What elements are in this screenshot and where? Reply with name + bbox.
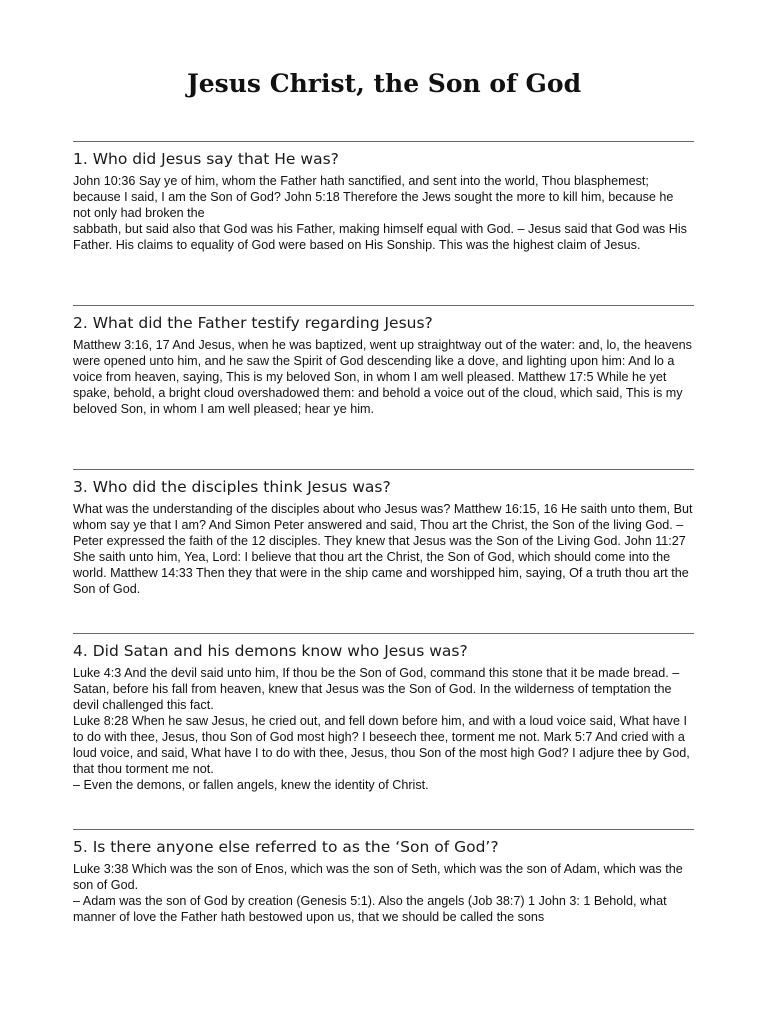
answer-paragraph: Matthew 3:16, 17 And Jesus, when he was baptized, went up straightway out of the water: and, lo, the heavens were opened unto him, and he saw the Spirit of God descending like a dove, and lighting upon him: And lo a voice from heaven, saying, This is my beloved Son, in whom I am well pleased. Matthew 17:5 While he yet spake, behold, a bright cloud overshadowed them: and behold a voice out of the cloud, which said, This is my beloved Son, in whom I am well pleased; hear ye him. — [73, 338, 692, 416]
question-heading: 2. What did the Father testify regarding Jesus? — [73, 314, 433, 332]
answer-paragraph: – Adam was the son of God by creation (Genesis 5:1). Also the angels (Job 38:7) 1 John 3: 1 Behold, what manner of love the Father hath bestowed upon us, that we should be called the sons — [73, 894, 667, 924]
question-section-4 — [73, 633, 694, 793]
answer-text — [73, 173, 694, 253]
answer-paragraph: What was the understanding of the disciples about who Jesus was? Matthew 16:15, 16 He saith unto them, But whom say ye that I am? And Simon Peter answered and said, Thou art the Christ, the Son of the living God. – Peter expressed the faith of the 12 disciples. They knew that Jesus was the Son of the Living God. John 11:27 She saith unto him, Yea, Lord: I believe that thou art the Christ, the Son of God, which should come into the world. Matthew 14:33 Then they that were in the ship came and worshipped him, saying, Of a truth thou art the Son of God. — [73, 502, 693, 596]
question-section-2 — [73, 305, 694, 417]
question-heading: 1. Who did Jesus say that He was? — [73, 150, 339, 168]
answer-paragraph: – Even the demons, or fallen angels, knew the identity of Christ. — [73, 778, 429, 792]
answer-paragraph: John 10:36 Say ye of him, whom the Father hath sanctified, and sent into the world, Thou blasphemest; because I said, I am the Son of God? John 5:18 Therefore the Jews sought the more to kill him, because he not only had broken the — [73, 174, 674, 220]
section-divider — [73, 141, 694, 142]
answer-text — [73, 501, 694, 597]
section-divider — [73, 633, 694, 634]
answer-text — [73, 665, 694, 793]
answer-text — [73, 861, 694, 925]
answer-paragraph: sabbath, but said also that God was his Father, making himself equal with God. – Jesus said that God was His Father. His claims to equality of God were based on His Sonship. This was the highest claim of Jesus. — [73, 222, 687, 252]
question-section-5 — [73, 829, 694, 925]
section-divider — [73, 469, 694, 470]
section-divider — [73, 305, 694, 306]
question-section-1 — [73, 141, 694, 253]
question-heading: 5. Is there anyone else referred to as the ‘Son of God’? — [73, 838, 499, 856]
answer-paragraph: Luke 8:28 When he saw Jesus, he cried out, and fell down before him, and with a loud voice said, What have I to do with thee, Jesus, thou Son of God most high? I beseech thee, torment me not. Mark 5:7 And cried with a loud voice, and said, What have I to do with thee, Jesus, thou Son of the most high God? I adjure thee by God, that thou torment me not. — [73, 714, 690, 776]
answer-paragraph: Luke 4:3 And the devil said unto him, If thou be the Son of God, command this stone that it be made bread. – Satan, before his fall from heaven, knew that Jesus was the Son of God. In the wilderness of temptation the devil challenged this fact. — [73, 666, 680, 712]
question-heading: 4. Did Satan and his demons know who Jesus was? — [73, 642, 468, 660]
answer-paragraph: Luke 3:38 Which was the son of Enos, which was the son of Seth, which was the son of Adam, which was the son of God. — [73, 862, 683, 892]
question-section-3 — [73, 469, 694, 597]
question-heading: 3. Who did the disciples think Jesus was? — [73, 478, 391, 496]
answer-text — [73, 337, 694, 417]
section-divider — [73, 829, 694, 830]
page-title: Jesus Christ, the Son of God — [186, 69, 582, 98]
